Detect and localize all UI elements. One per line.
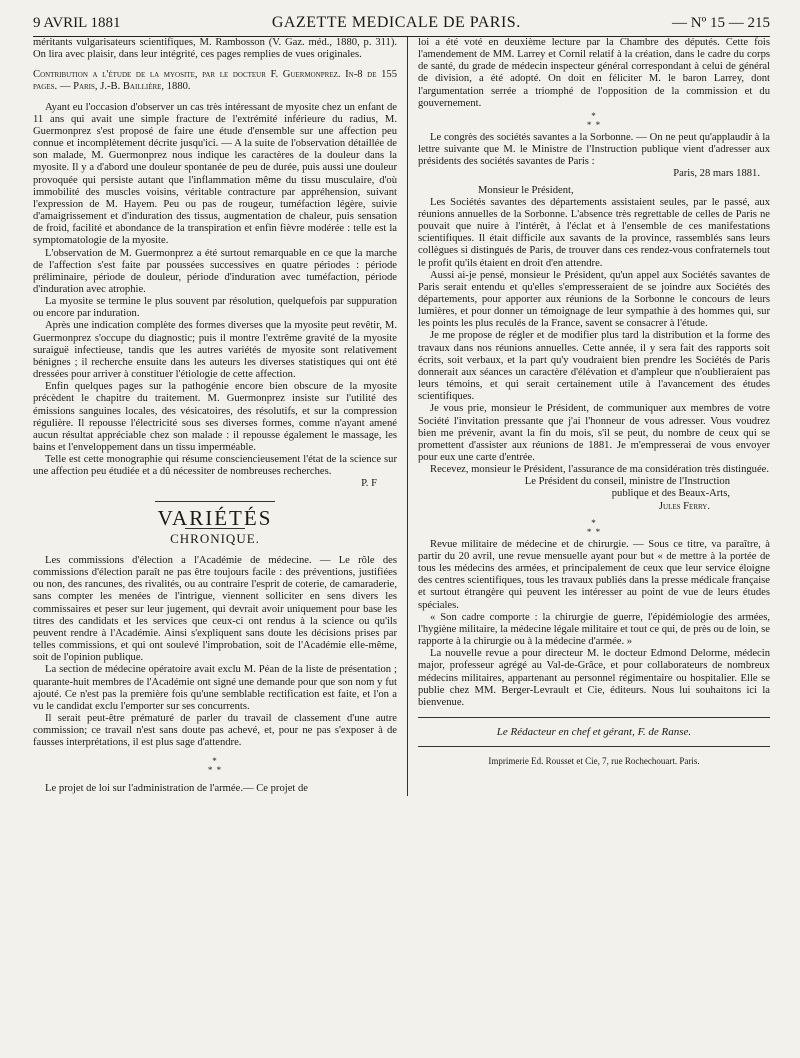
asterism: * * * (207, 756, 223, 776)
review-paragraph: Enfin quelques pages sur la pathogénie encore bien obscure de la myosite précèdent le chapitre du traitement. M. Guermonprez insiste sur l'utilité des émissions sanguines locales, des vésicatoires, des résolutifs, et sur la compression régulière. Il repousse l'électricité sous ses diverses formes, comme n'ayant amené aucun résultat appréciable chez son malade : il repousse également le massage, les bains et l'enveloppement dans un tissu imperméable. (33, 381, 397, 453)
section-title-chronique: CHRONIQUE. (170, 530, 260, 546)
letter-signature-name: Jules Ferry. (658, 500, 710, 512)
review-paragraph: Après une indication complète des formes diverses que la myosite peut revêtir, M. Guermonprez s'occupe du diagnostic; puis il montre l'extrême gravité de la myosite suraiguë infectieuse, tandis que les autres variétés de myosite sont relativement bénignes ; il recherche ensuite dans les auteurs les diverses statistiques qui ont été dressées pour arriver à constituer l'étiologie de cette affection. (33, 320, 397, 381)
article-paragraph: Revue militaire de médecine et de chirurgie. — Sous ce titre, va paraître, à partir du 20 avril, une revue mensuelle ayant pour but « de mettre à la portée de tous les médecins des armées, et principalement de ceux que leur service éloigne des centres scientifiques, tous les travaux publiés dans la presse médicale française et surtout étrangère qui peuvent les intéresser au point de vue de leurs études spéciales. (418, 538, 770, 611)
letter-paragraph: Les Sociétés savantes des départements assistaient seules, par le passé, aux réunions annuelles de la Sorbonne. L'absence très regrettable de celles de Paris ne pouvait que nuire à l'intérêt, à l'éclat et à l'ensemble de ces manifestations scientifiques. Il était difficile aux savants de la province, rassemblés sans leurs collègues si distingués de Paris, de trouver dans ces rendez-vous confraternels tout le profit qu'ils étaient en droit d'en attendre. (418, 196, 770, 269)
letter-salutation: Monsieur le Président, (478, 184, 574, 196)
divider (155, 501, 275, 502)
intro-paragraph: méritants vulgarisateurs scientifiques, M. Rambosson (V. Gaz. méd., 1880, p. 311). On lira avec plaisir, dans leur intégrité, ces pages remplies de vues originales. (33, 37, 397, 61)
letter-paragraph: Aussi ai-je pensé, monsieur le Président, qu'un appel aux Sociétés savantes de Paris serait entendu et qu'elles s'empresseraient de se joindre aux Sociétés des départements, pour apporter aux réunions de la Sorbonne le concours de leurs lumières, et pour donner un témoignage de leur sympathie à des hommes qui, sur les points les plus reculés de la France, savent se consacrer à l'étude. (418, 269, 770, 330)
section-title-varietes: VARIÉTÉS (157, 505, 273, 530)
columns (33, 37, 770, 796)
header-date: 9 AVRIL 1881 (33, 15, 121, 31)
letter-paragraph: Recevez, monsieur le Président, l'assurance de ma considération très distinguée. (430, 464, 770, 476)
asterism: * * * (586, 110, 602, 130)
review-paragraph: Ayant eu l'occasion d'observer un cas très intéressant de myosite chez un enfant de 11 ans qui avait une simple fracture de l'extrémité inférieure du radius, M. Guermonprez s'est proposé de faire une étude d'ensemble sur une affection peu connue et incomplètement décrite jusqu'ici. — A la suite de l'observation détaillée de son malade, M. Guermonprez nous indique les caractères de la douleur dans la myosite. Il y a d'abord une douleur spontanée de peu de durée, puis aussi une douleur provoquée qui persiste autant que l'inflammation même du tissu musculaire, d'où immobilité des muscles voisins, véritable contracture par appréhension, suivant l'expression de M. Hayem. Peu ou pas de rougeur, tuméfaction légère, suivie d'amaigrissement et d'induration des tissus, augmentation de chaleur, puis sensation de froid, facilité et abondance de la transpiration et enfin fièvre modérée : telle est la symptomatologie de la myosite. (33, 101, 397, 247)
letter-date: Paris, 28 mars 1881. (673, 168, 760, 180)
left-column (33, 37, 407, 796)
editor-line: Le Rédacteur en chef et gérant, F. de Ranse. (496, 725, 692, 738)
asterism: * * * (586, 517, 602, 537)
chronique-paragraph: Il serait peut-être prématuré de parler du travail de classement d'une autre commission; ce travail n'est sans doute pas achevé, et, pour ne pas s'exposer à de fausses interprétations, il est plus sage d'attendre. (33, 712, 397, 749)
article-paragraph: La nouvelle revue a pour directeur M. le docteur Edmond Delorme, médecin major, professeur agrégé au Val-de-Grâce, et pour collaborateurs de nombreux médecins militaires, appartenant au personnel régimentaire ou hospitalier. Elle se publie chez MM. Berger-Levrault et Cie, éditeurs. Nous lui souhaitons ici la bienvenue. (418, 648, 770, 708)
letter-signature-line: publique et des Beaux-Arts, (611, 488, 730, 500)
chronique-paragraph: Le projet de loi sur l'administration de l'armée.— Ce projet de (45, 783, 308, 795)
header-page-number: — Nº 15 — 215 (672, 15, 770, 31)
review-paragraph: L'observation de M. Guermonprez a été surtout remarquable en ce que la marche de l'affection s'est faite par poussées successives en quatre périodes : période préliminaire, période de douleur, période d'induration avec tuméfaction, période d'induration avec atrophie. (33, 247, 397, 295)
page-header (33, 8, 770, 37)
letter-paragraph: Je me propose de régler et de modifier plus tard la distribution et la forme des travaux dans nos réunions annuelles. Cette année, il y sera fait des rapports soit écrits, soit verbaux, et la part qu'y voudraient bien prendre les Sociétés de Paris donnerait aux séances un caractère d'élévation et d'ampleur que n'oublieraient pas leurs témoins, et qui serait certainement utile à l'avancement des études scientifiques. (418, 330, 770, 403)
divider (418, 746, 770, 747)
right-column (407, 37, 770, 796)
article-paragraph: « Son cadre comporte : la chirurgie de guerre, l'épidémiologie des armées, l'hygiène militaire, la médecine légale militaire et tout ce qui, de près ou de loin, se rapporte à la chirurgie ou à la médecine d'armée. » (418, 611, 770, 648)
printer-line: Imprimerie Ed. Rousset et Cie, 7, rue Rochechouart. Paris. (488, 756, 700, 767)
article-paragraph: loi a été voté en deuxième lecture par la Chambre des députés. Cette fois l'amendement de MM. Larrey et Cornil relatif à la création, dans le cadre du corps de santé, du grade de médecin inspecteur général correspondant à celui de général de division, a été adopté. On doit en féliciter M. le baron Larrey, dont l'argumentation serrée a triomphé de l'opposition de la commission et du gouvernement. (418, 37, 770, 109)
article-paragraph: Le congrès des sociétés savantes a la Sorbonne. — On ne peut qu'applaudir à la lettre suivante que M. le Ministre de l'Instruction publique vient d'adresser aux présidents des sociétés savantes de Paris : (418, 131, 770, 168)
letter-paragraph: Je vous prie, monsieur le Président, de communiquer aux membres de votre Société l'invitation pressante que j'ai l'honneur de vous adresser. Vous voudrez bien me prévenir, avant la fin du mois, s'il se peut, du nombre de ceux qui se promettent d'assister aux réunions de 1881. Je m'empresserai de vous envoyer pour eux une carte d'entrée. (418, 403, 770, 463)
review-paragraph: La myosite se termine le plus souvent par résolution, quelquefois par suppuration ou encore par induration. (33, 296, 397, 320)
review-signature: P. F (361, 478, 377, 490)
letter-signature-line: Le Président du conseil, ministre de l'Instruction (524, 476, 730, 488)
review-paragraph: Telle est cette monographie qui résume consciencieusement l'état de la science sur une affection peu étudiée et a dû nécessiter de nombreuses recherches. (33, 454, 397, 478)
chronique-paragraph: La section de médecine opératoire avait exclu M. Péan de la liste de présentation ; quarante-huit membres de l'Académie ont signé une demande pour que son nom y fut ajouté. Ce n'est pas la première fois qu'une semblable rectification est faite, et l'on a vu le candidat exclu l'emporter sur ses concurrents. (33, 664, 397, 712)
header-title: GAZETTE MEDICALE DE PARIS. (271, 14, 521, 31)
chronique-paragraph: Les commissions d'élection a l'Académie de médecine. — Le rôle des commissions d'élection paraît ne pas être toujours facile : des préventions, justifiées ou non, des rancunes, des rivalités, ou au contraire l'esprit de coterie, de camaraderie, sans compter les menées de l'intrigue, viennent solliciter en sens divers les commissaires et peser sur leur jugement, qui devrait avoir uniquement pour base les titres des candidats et les services que ceux-ci ont rendus à la science ou qu'ils peuvent rendre à l'Académie. Ainsi s'expliquent sans doute les décisions prises par telles commissions, et qui ont soulevé l'improbation, soit de l'Académie elle-même, soit de l'opinion publique. (33, 554, 397, 664)
divider (418, 717, 770, 718)
bibliography-entry: Contribution a l'étude de la myosite, par le docteur F. Guermonprez. In-8 de 155 pages. — Paris, J.-B. Baillière, 1880. (33, 69, 397, 93)
